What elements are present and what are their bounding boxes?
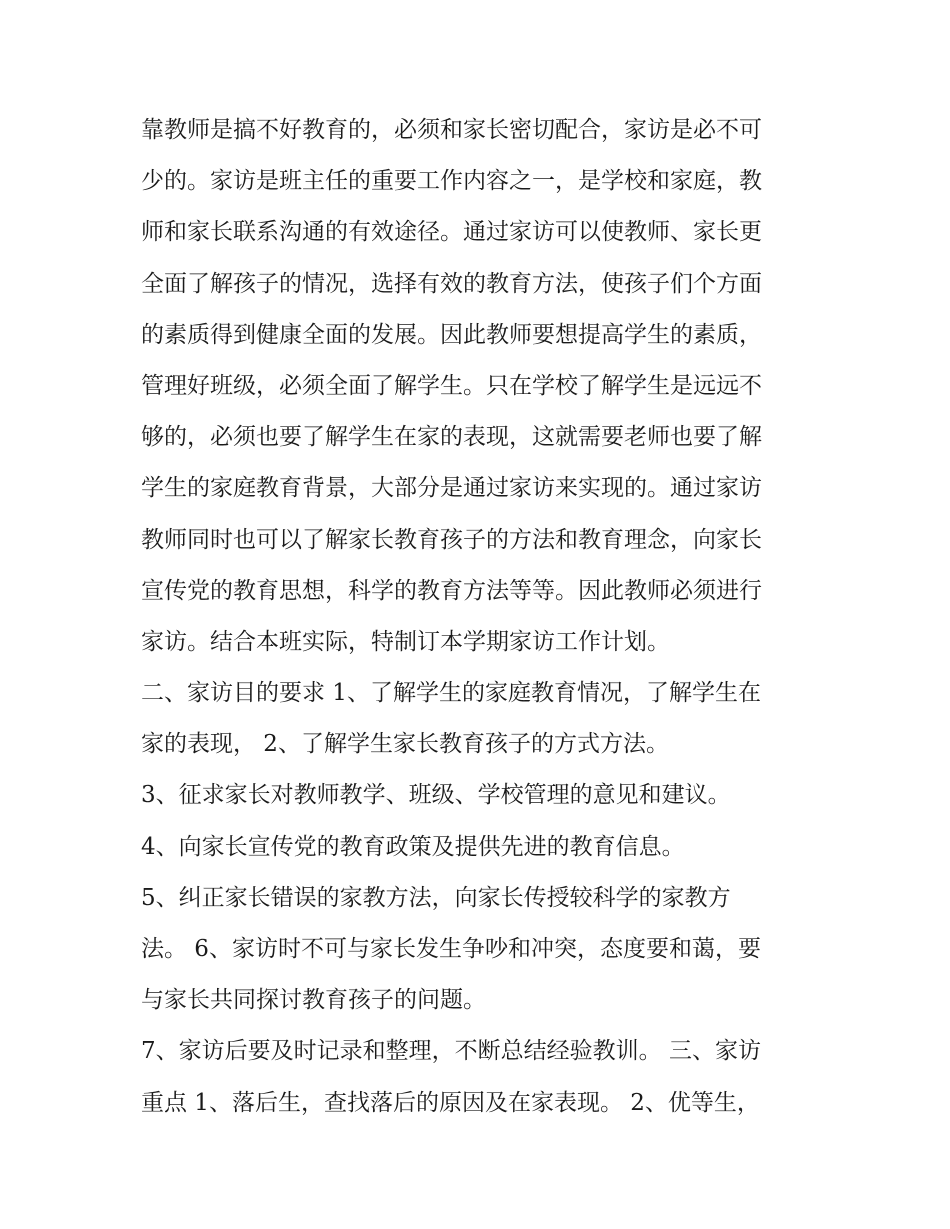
text-line: 少的。家访是班主任的重要工作内容之一，是学校和家庭，教 xyxy=(141,168,762,195)
list-item: 5、纠正家长错误的家教方法，向家长传授较科学的家教方 xyxy=(141,884,731,911)
text-line: 靠教师是搞不好教育的，必须和家长密切配合，家访是必不可 xyxy=(141,117,762,143)
text-line: 家访。结合本班实际，特制订本学期家访工作计划。 xyxy=(141,628,670,655)
text-line: 管理好班级，必须全面了解学生。只在学校了解学生是远远不 xyxy=(141,372,762,399)
body-text xyxy=(141,105,821,1129)
text-line: 够的，必须也要了解学生在家的表现，这就需要老师也要了解 xyxy=(141,424,762,451)
text-line: 学生的家庭教育背景，大部分是通过家访来实现的。通过家访 xyxy=(141,475,762,502)
text-line: 与家长共同探讨教育孩子的问题。 xyxy=(141,987,486,1014)
text-line: 法。 6、家访时不可与家长发生争吵和冲突，态度要和蔼，要 xyxy=(141,936,761,962)
text-line: 师和家长联系沟通的有效途径。通过家访可以使教师、家长更 xyxy=(141,219,762,246)
section-heading-line: 二、家访目的要求 1、了解学生的家庭教育情况，了解学生在 xyxy=(141,680,761,707)
list-item: 7、家访后要及时记录和整理，不断总结经验教训。 三、家访 xyxy=(141,1038,761,1065)
text-line: 的素质得到健康全面的发展。因此教师要想提高学生的素质， xyxy=(141,321,762,348)
text-line: 全面了解孩子的情况，选择有效的教育方法，使孩子们个方面 xyxy=(141,270,762,297)
text-line: 家的表现， 2、了解学生家长教育孩子的方式方法。 xyxy=(141,731,669,758)
text-line: 重点 1、落后生，查找落后的原因及在家表现。 2、优等生， xyxy=(141,1089,760,1116)
list-item: 4、向家长宣传党的教育政策及提供先进的教育信息。 xyxy=(141,833,685,860)
text-line: 宣传党的教育思想，科学的教育方法等等。因此教师必须进行 xyxy=(141,577,762,604)
list-item: 3、征求家长对教师教学、班级、学校管理的意见和建议。 xyxy=(141,782,731,809)
text-line: 教师同时也可以了解家长教育孩子的方法和教育理念，向家长 xyxy=(141,526,762,553)
